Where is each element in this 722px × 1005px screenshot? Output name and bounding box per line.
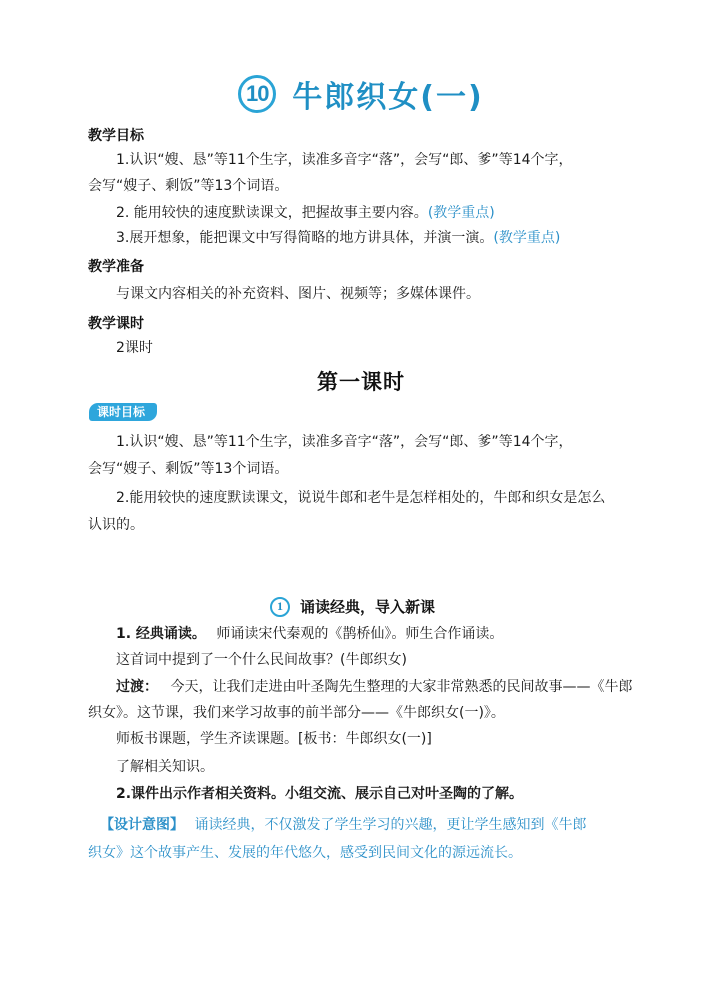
key-point-tag: (教学重点) (427, 205, 495, 221)
transition-text: 今天，让我们走进由叶圣陶先生整理的大家非常熟悉的民间故事——《牛郎 (170, 679, 633, 695)
session-goal-1-line-2: 会写“嫂子、剩饭”等13个词语。 (88, 461, 289, 477)
session-goal-tag: 课时目标 (89, 403, 157, 421)
transition-label: 过渡： (116, 679, 158, 695)
step-1-paragraph-5: 了解相关知识。 (116, 759, 214, 775)
lesson-number-badge: 10 (238, 75, 276, 113)
paragraph-label: 1. 经典诵读。 (116, 626, 206, 642)
periods-text: 2课时 (116, 340, 153, 356)
step-title: 诵读经典，导入新课 (300, 598, 436, 616)
objective-2-text: 2. 能用较快的速度默读课文，把握故事主要内容。 (116, 205, 428, 221)
session-goal-1-line-1: 1.认识“嫂、恳”等11个生字，读准多音字“落”，会写“郎、爹”等14个字， (116, 434, 573, 450)
paragraph-text: 师诵读宋代秦观的《鹊桥仙》。师生合作诵读。 (216, 626, 504, 642)
step-1-paragraph-2: 这首词中提到了一个什么民间故事？(牛郎织女) (116, 652, 407, 668)
objective-3-text: 3.展开想象，能把课文中写得简略的地方讲具体，并演一演。 (116, 230, 494, 246)
objective-2 (116, 203, 495, 223)
objective-1-line-1: 1.认识“嫂、恳”等11个生字，读准多音字“落”，会写“郎、爹”等14个字， (116, 152, 573, 168)
design-intent-label: 【设计意图】 (100, 817, 184, 833)
step-1-paragraph-1 (116, 624, 503, 644)
step-1-heading (270, 596, 435, 617)
step-1-transition-line-2: 织女》。这节课，我们来学习故事的前半部分——《牛郎织女(一)》。 (88, 705, 505, 721)
step-1-paragraph-6: 2.课件出示作者相关资料。小组交流、展示自己对叶圣陶的了解。 (116, 786, 524, 802)
preparation-text: 与课文内容相关的补充资料、图片、视频等；多媒体课件。 (116, 286, 480, 302)
objective-1-line-2: 会写“嫂子、剩饭”等13个词语。 (88, 178, 289, 194)
design-intent-line-1 (100, 815, 586, 835)
step-1-paragraph-4: 师板书课题，学生齐读课题。[板书：牛郎织女(一)] (116, 731, 432, 747)
design-intent-text: 诵读经典，不仅激发了学生学习的兴趣，更让学生感知到《牛郎 (194, 817, 587, 833)
key-point-tag: (教学重点) (493, 230, 561, 246)
session-goal-2-line-2: 认识的。 (88, 517, 144, 533)
session-goal-2-line-1: 2.能用较快的速度默读课文，说说牛郎和老牛是怎样相处的，牛郎和织女是怎么 (116, 490, 606, 506)
step-1-transition-line-1 (116, 677, 632, 697)
session-title: 第一课时 (317, 369, 405, 394)
design-intent-line-2: 织女》这个故事产生、发展的年代悠久，感受到民间文化的源远流长。 (88, 845, 522, 861)
preparation-heading: 教学准备 (88, 259, 144, 275)
lesson-title: 牛郎织女(一) (292, 80, 484, 115)
step-number-badge: 1 (270, 597, 290, 617)
periods-heading: 教学课时 (88, 316, 144, 332)
objective-3 (116, 228, 560, 248)
objectives-heading: 教学目标 (88, 128, 144, 144)
lesson-header (0, 72, 722, 116)
